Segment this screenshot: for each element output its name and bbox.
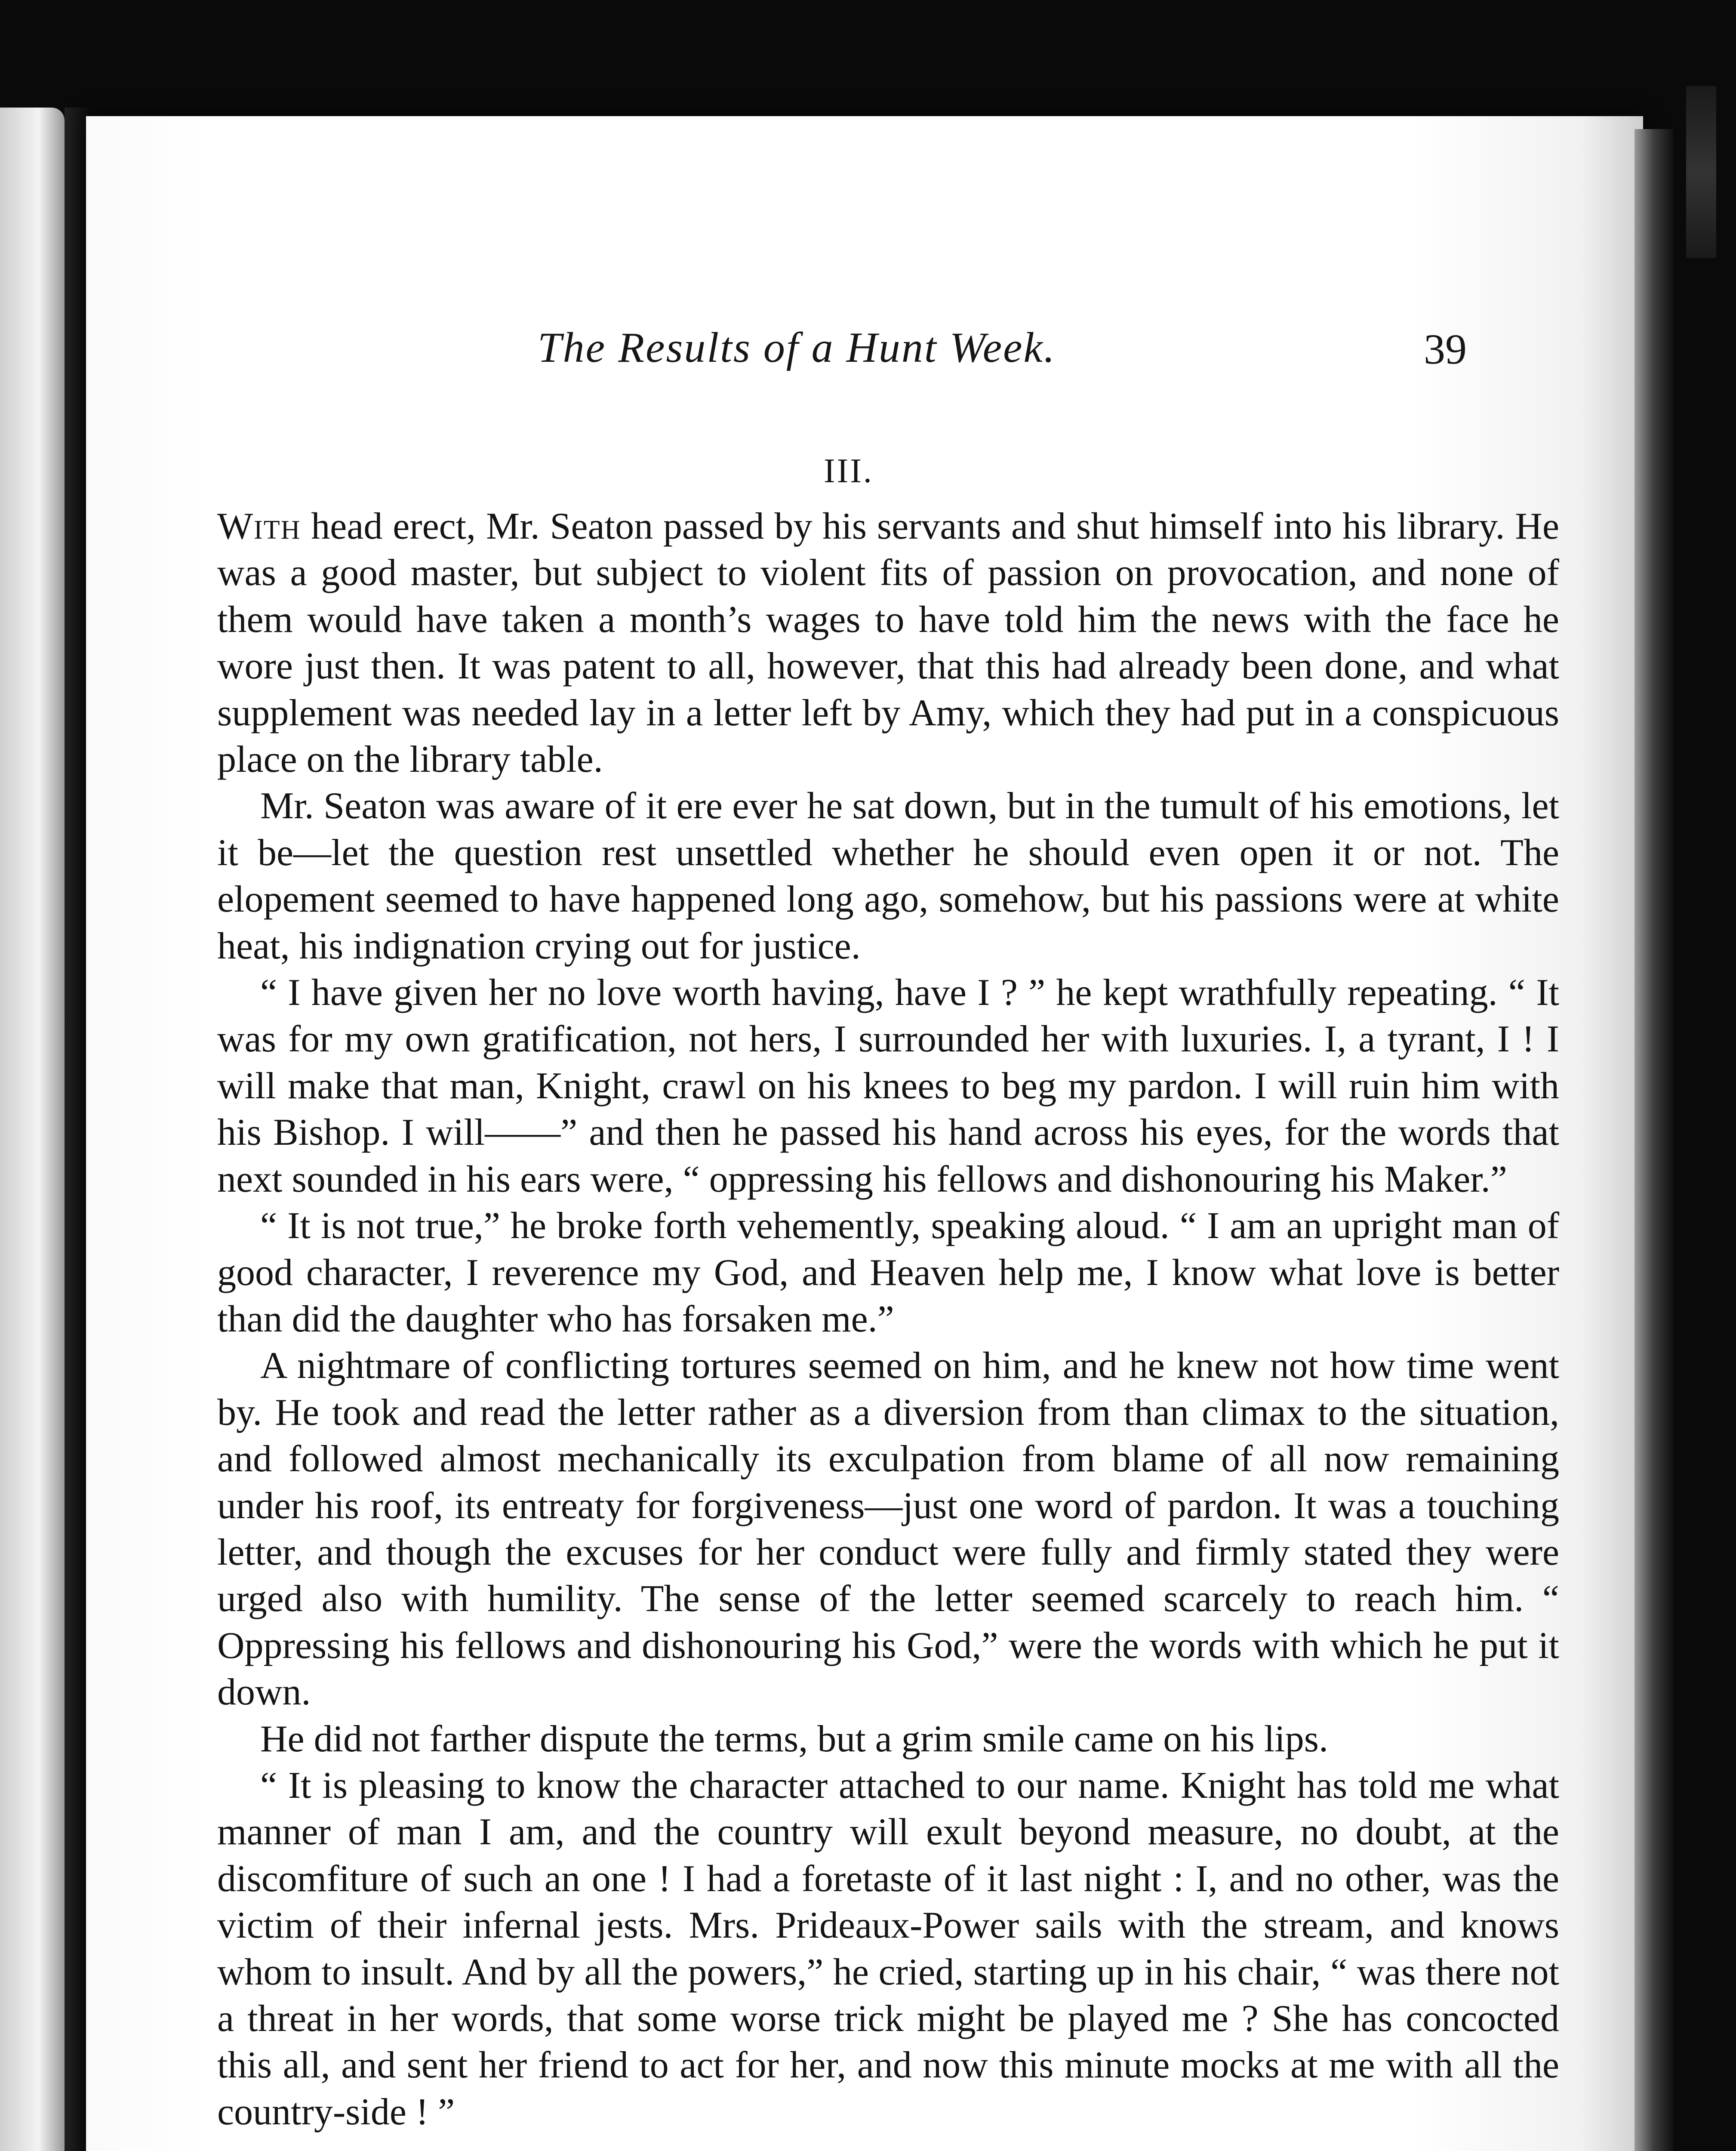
- paragraph: “ It is pleasing to know the character attached to our name. Knight has told me what manner of man I am, and the country will exult beyond measure, no doubt, at the discomfiture of such an one ! I had a foretaste of it last night : I, and no other, was the victim of their infernal jests. Mrs. Prideaux-Power sails with the stream, and knows whom to insult. And by all the powers,” he cried, starting up in his chair, “ was there not a threat in her words, that some worse trick might be played me ? She has concocted this all, and sent her friend to act for her, and now this minute mocks at me with all the country-side ! ”: [217, 1764, 1559, 2133]
- spine-edge: [1686, 86, 1716, 258]
- paragraph: With head erect, Mr. Seaton passed by his servants and shut himself into his library. He was a good master, but subject to violent fits of passion on provocation, and none of them would have taken a month’s wages to have told him the news with the face he wore just then. It was patent to all, however, that this had already been done, and what supplement was needed lay in a letter left by Amy, which they had put in a conspicuous place on the library table.: [217, 505, 1559, 781]
- paragraph: Mr. Seaton was aware of it ere ever he sat down, but in the tumult of his emotions, let it be—let the question rest unsettled whether he should even open it or not. The elopement seemed to have happened long ago, somehow, but his passions were at white heat, his indignation crying out for justice.: [217, 785, 1559, 967]
- page-number: 39: [1424, 325, 1467, 373]
- body-text: [217, 503, 1559, 2136]
- paragraph: He did not farther dispute the terms, but a grim smile came on his lips.: [260, 1718, 1329, 1760]
- running-title: The Results of a Hunt Week.: [538, 324, 1056, 371]
- paragraph: “ I have given her no love worth having, have I ? ” he kept wrathfully repeating. “ It was for my own gratification, not hers, I surrounded her with luxuries. I, a tyrant, I ! I will make that man, Knight, crawl on his knees to beg my pardon. I will ruin him with his Bishop. I will——” and then he passed his hand across his eyes, for the words that next sounded in his ears were, “ oppressing his fellows and dishonouring his Maker.”: [217, 972, 1559, 1200]
- book-page: [86, 116, 1643, 2151]
- paragraph: “ It is not true,” he broke forth vehemently, speaking aloud. “ I am an upright man of good character, I reverence my God, and Heaven help me, I know what love is better than did the daughter who has forsaken me.”: [217, 1205, 1559, 1340]
- adjacent-page-edge: [0, 108, 65, 2151]
- running-head: [86, 323, 1643, 391]
- drop-word: With: [217, 505, 301, 547]
- page-edge-shadow: [1634, 129, 1673, 2151]
- section-heading: III.: [824, 452, 874, 490]
- paragraph: A nightmare of conflicting tortures seemed on him, and he knew not how time went by. He took and read the letter rather as a diversion from than climax to the situation, and followed almost mechanically its exculpation from blame of all now remaining under his roof, its entreaty for forgiveness—just one word of pardon. It was a touching letter, and though the excuses for her conduct were fully and firmly stated they were urged also with humility. The sense of the letter seemed scarcely to reach him. “ Oppressing his fellows and dishonouring his God,” were the words with which he put it down.: [217, 1345, 1559, 1713]
